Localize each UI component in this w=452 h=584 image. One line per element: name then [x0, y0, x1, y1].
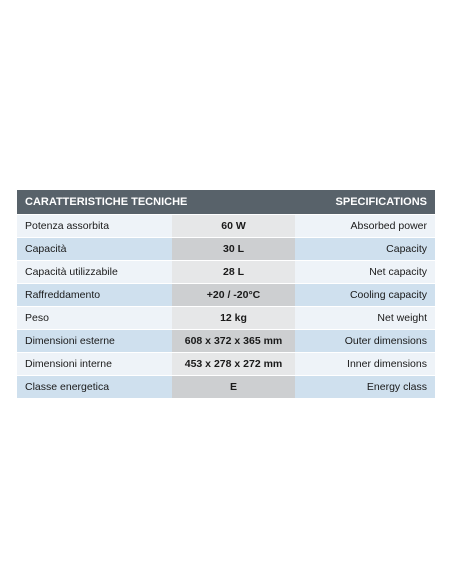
spec-label-en: Inner dimensions	[295, 353, 435, 376]
spec-value: 28 L	[172, 261, 295, 284]
spec-value: E	[172, 376, 295, 399]
spec-label-it: Potenza assorbita	[17, 215, 172, 238]
spec-value: +20 / -20°C	[172, 284, 295, 307]
spec-label-it: Dimensioni esterne	[17, 330, 172, 353]
header-italian: CARATTERISTICHE TECNICHE	[17, 190, 172, 215]
spec-value: 30 L	[172, 238, 295, 261]
spec-label-en: Energy class	[295, 376, 435, 399]
table-row	[17, 261, 435, 284]
spec-label-it: Raffreddamento	[17, 284, 172, 307]
spec-label-it: Classe energetica	[17, 376, 172, 399]
table-row	[17, 215, 435, 238]
specifications-table	[17, 190, 435, 399]
spec-label-en: Capacity	[295, 238, 435, 261]
table-header-row	[17, 190, 435, 215]
table-row	[17, 353, 435, 376]
spec-value: 12 kg	[172, 307, 295, 330]
spec-value: 453 x 278 x 272 mm	[172, 353, 295, 376]
spec-label-it: Dimensioni interne	[17, 353, 172, 376]
table-row	[17, 284, 435, 307]
table-row	[17, 307, 435, 330]
spec-label-en: Cooling capacity	[295, 284, 435, 307]
table-row	[17, 238, 435, 261]
header-values	[172, 190, 295, 215]
spec-label-en: Outer dimensions	[295, 330, 435, 353]
spec-label-en: Net capacity	[295, 261, 435, 284]
spec-label-it: Peso	[17, 307, 172, 330]
spec-value: 60 W	[172, 215, 295, 238]
spec-value: 608 x 372 x 365 mm	[172, 330, 295, 353]
spec-label-en: Absorbed power	[295, 215, 435, 238]
spec-label-en: Net weight	[295, 307, 435, 330]
table-row	[17, 376, 435, 399]
table-row	[17, 330, 435, 353]
spec-label-it: Capacità utilizzabile	[17, 261, 172, 284]
spec-label-it: Capacità	[17, 238, 172, 261]
header-english: SPECIFICATIONS	[295, 190, 435, 215]
